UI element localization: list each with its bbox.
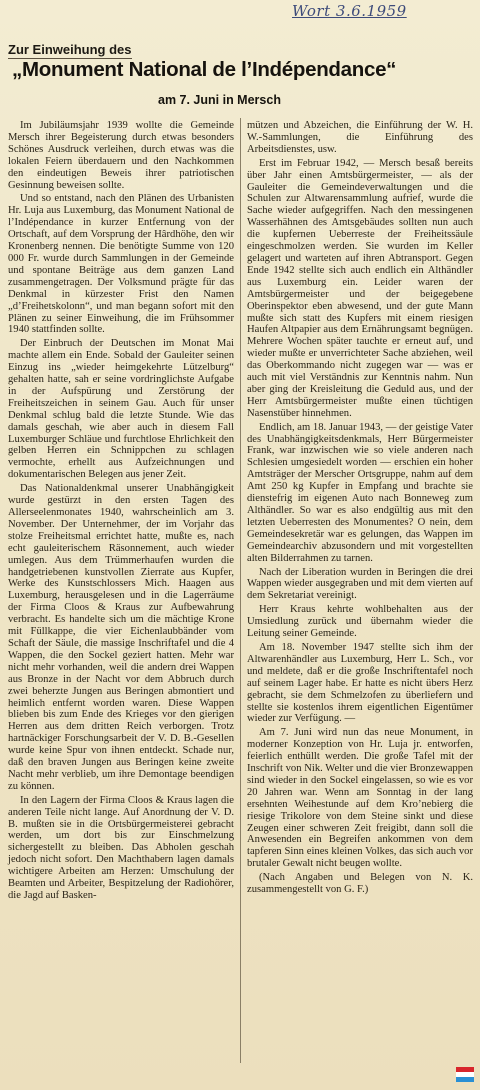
- attribution: (Nach Angaben und Belegen von N. K. zusammengestellt von G. F.): [247, 872, 473, 896]
- kicker: Zur Einweihung des: [8, 42, 132, 57]
- archive-flag-stamp-icon: [455, 1064, 475, 1084]
- headline: „Monument National de l’Indépendance“: [12, 58, 397, 81]
- paragraph: Und so entstand, nach den Plänen des Urbanisten Hr. Luja aus Luxemburg, das Monument National de l’Indépendance in kurzer Entfernung von der Ortschaft, auf dem Vorsprung der Hârdhöhe, den wir Kronenberg nennen. Die benötigte Summe von 120 000 Fr. wurde durch Sammlungen in der Gemeinde und spontane Beiträge aus dem ganzen Land zusammengetragen. Der Volksmund prägte für das Denkmal in kürzester Frist den Namen „d’Freihetskolonn“, und man begann sofort mit den Plänen zu seiner Einweihung, die im Frühsommer 1940 stattfinden sollte.: [8, 193, 234, 336]
- paragraph: Das Nationaldenkmal unserer Unabhängigkeit wurde gestürzt in den ersten Tagen des Allerseelenmonates 1940, wahrscheinlich am 3. November. Der Unternehmer, der im Vorjahr das stolze Freiheitsmal errichtet hatte, mußte es, nach echt gauleiterischem Räsonnement, auch wieder umlegen. Aus dem Trümmerhaufen wurden die handgetriebenen kunstvollen Zierrate aus Kupfer, Werke des Kunstschlossers Mich. Haagen aus Luxemburg, herausgelesen und in die Lagerräume der Firma Cloos & Kraus zur Aufbewahrung verbracht. Es handelte sich um die mächtige Krone mit Füllkappe, die vier Eichenlaubbänder vom Schaft der Säule, die massige Inschriftafel und die 4 Wappen, die den Sockel geziert hatten. Mehr war nicht mehr vorhanden, weil die andern drei Wappen aus Bronze in der Nacht vor dem Abbruch durch zwei beherzte Jungen aus Beringen abmontiert und heimlich entfernt worden waren. Diese Wappen blieben bis zum Ende des Krieges vor den gierigen Herren aus dem dritten Reich verborgen. Trotz hartnäckiger Forschungsarbeit der V. D. B.-Gesellen wurde keine Spur von ihnen entdeckt. Schade nur, daß den braven Jungen aus Beringen keine zweite Nacht mehr verblieb, um ihre Demontage beendigen zu können.: [8, 483, 234, 792]
- paragraph: Der Einbruch der Deutschen im Monat Mai machte allem ein Ende. Sobald der Gauleiter seinen Einzug ins „wieder heimgekehrte Lützelburg“ gehalten hatte, sah er seine vordringlichste Aufgabe in der Aufspürung und Zerstörung der Freiheitszeichen in seinem Gau. Auch für unser Denkmal schlug bald die letzte Stunde. Wie das damals geschah, wie aber auch in diesem Fall Luxemburger Schläue und furchtlose Ehrlichkeit den gelben Herren ein Schnippchen zu schlagen vermochte, erhellt aus Aufzeichnungen und dokumentarischen Belegen aus jener Zeit.: [8, 338, 234, 481]
- left-column: [8, 120, 234, 904]
- paragraph: Endlich, am 18. Januar 1943, — der geistige Vater des Unabhängigkeitsdenkmals, Herr Bürgermeister Frank, war inzwischen wie so viele anderen nach Schlesien umgesiedelt worden — erschien ein hoher Amtsträger der Merscher Ortsgruppe, nahm auf dem Amt 250 kg Kupfer in Empfang und brachte sie dienstefrig im eigenen Auto nach Bonneweg zum Althändler. So war es also endgültig aus mit den letzten Ueberresten des Monumentes? O nein, dem Gemeindesekretär war es gelungen, das Wappen im Gemeindearchiv abzusondern und mit vorgestellten alten Bilderrahmen zu tarnen.: [247, 421, 473, 564]
- paragraph: Am 18. November 1947 stellte sich ihm der Altwarenhändler aus Luxemburg, Herr L. Sch., vor und meldete, daß er die große Inschriftentafel noch auf seinem Lager habe. Er hatte es nicht übers Herz gebracht, sie dem Schmelzofen zu überliefern und stellte sie kostenlos ihrem eigentlichen Eigentümer wieder zur Verfügung. —: [247, 641, 473, 725]
- paragraph: Herr Kraus kehrte wohlbehalten aus der Umsiedlung zurück und übernahm wieder die Leitung seiner Gemeinde.: [247, 604, 473, 640]
- paragraph: In den Lagern der Firma Cloos & Kraus lagen die anderen Teile nicht lange. Auf Anordnung der V. D. B. mußten sie in die Ortsbürgermeisterei gebracht werden, um dort bis zur Einschmelzung sichergestellt zu bleiben. Das Abholen geschah jedoch nicht sofort. Den Machthabern lagen damals wichtigere Arbeiten am Herzen: Umschulung der Beamten und Arbeiter, Bespitzelung der Radiohörer, die Jagd auf Basken-: [8, 794, 234, 901]
- paragraph: mützen und Abzeichen, die Einführung der W. H. W.-Sammlungen, die Einführung des Arbeitsdienstes, usw.: [247, 120, 473, 155]
- paragraph: Im Jubiläumsjahr 1939 wollte die Gemeinde Mersch ihrer Begeisterung durch etwas besonders Schönes Ausdruck verleihen, durch etwas was die lokalen Feiern überdauern und den Nachkommen den eindeutigen Beweis ihrer patriotischen Gesinnung beweisen sollte.: [8, 120, 234, 191]
- paragraph: Erst im Februar 1942, — Mersch besaß bereits über Jahr einen Amtsbürgermeister, — als der Gauleiter die Gemeindeverwaltungen und die Schulen zur Altwarensammlung aufrief, wurde die Sache wieder aufgegriffen. Nach den messingenen Wasserhähnen des Amtsgebäudes sollten nun auch die kupfernen Ueberreste der Freiheitssäule eingeschmolzen werden. Sie wurden im Keller gelagert und warteten auf ihren Abtransport. Gegen Ende 1942 stellte sich auch endlich ein Althändler aus Luxemburg ein. Leider waren der Amtsbürgermeister und der beigegebene Oberinspektor eben abwesend, und der gute Mann mußte sich statt des Kupfers mit einem riesigen Haufen Altpapier aus dem Ernährungsamt begnügen. Mehrere Wochen später tauchte er erneut auf, und wieder mußte er unverrichteter Sache abziehen, weil das Oberkommando nicht zugegen war — was er auch mit viel Verständnis zur Kenntnis nahm. Nun aber ging der Kreisleitung die Geduld aus, und der Herr Amtsbürgermeister mußte einen tüchtigen Nasenstüber hinnehmen.: [247, 157, 473, 419]
- paragraph: Nach der Liberation wurden in Beringen die drei Wappen wieder ausgegraben und mit dem vierten auf dem Sekretariat vereinigt.: [247, 566, 473, 602]
- right-column: [247, 120, 473, 898]
- subhead: am 7. Juni in Mersch: [158, 93, 281, 107]
- column-divider: [240, 118, 241, 1063]
- handwritten-date-note: Wort 3.6.1959: [292, 2, 407, 20]
- paragraph: Am 7. Juni wird nun das neue Monument, in moderner Konzeption von Hr. Luja jr. entworfen, feierlich enthüllt werden. Die große Tafel mit der Inschrift von Nik. Welter und die vier Bronzewappen sind wieder in den Sockel eingelassen, so wie es vor 20 Jahren war. Wenn am Sonntag in der lang ersehnten Weihestunde auf dem Kro’nebierg die riesige Trikolore von dem Steine sinkt und diese Zeugen einer schweren Zeit freigibt, dann soll die Anwesenden ein Begreifen ankommen von dem tapferen Sinn eines kleinen Volkes, das sich auch vor brutaler Gewalt nicht beugen wollte.: [247, 727, 473, 870]
